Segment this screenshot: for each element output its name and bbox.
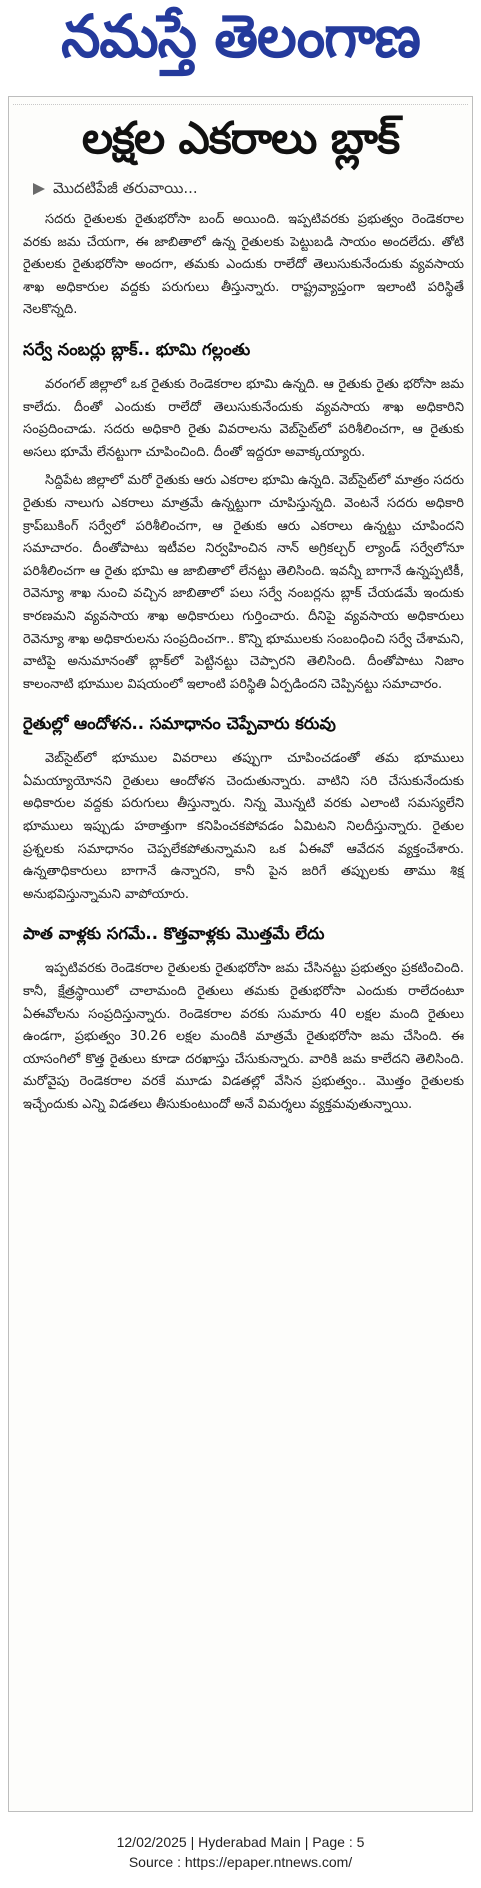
article-clipping: [8, 96, 473, 1812]
article-headline: లక్షల ఎకరాలు బ్లాక్: [81, 113, 400, 164]
section-subhead: పాత వాళ్లకు సగమే.. కొత్తవాళ్లకు మొత్తమే లేదు: [23, 924, 325, 944]
source-link[interactable]: Source : https://epaper.ntnews.com/: [128, 1854, 353, 1870]
masthead: [0, 0, 481, 88]
page-footer: [0, 1832, 481, 1872]
article-paragraph: వరంగల్ జిల్లాలో ఒక రైతుకు రెండెకరాల భూమి ఉన్నది. ఆ రైతుకు రైతు భరోసా జమ కాలేదు. దీంతో ఎందుకు రాలేదో తెలుసుకునేందుకు వ్యవసాయ శాఖ అధికారిని సంప్రదించాడు. సదరు అధికారి రైతు వివరాలను వెబ్‌సైట్‌లో పరిశీలించగా, ఆ రైతుకు అసలు భూమే లేనట్టుగా చూపించింది. దీంతో ఇద్దరూ అవాక్కయ్యారు.: [23, 376, 464, 460]
triangle-marker-icon: [33, 183, 45, 195]
continued-from-label: మొదటిపేజీ తరువాయి...: [53, 179, 198, 197]
article-body: [23, 209, 464, 1123]
section-subhead: రైతుల్లో ఆందోళన.. సమాధానం చెప్పేవారు కరువు: [23, 714, 336, 734]
article-paragraph: సదరు రైతులకు రైతుభరోసా బంద్ అయింది. ఇప్పటివరకు ప్రభుత్వం రెండెకరాల వరకు జమ చేయగా, ఈ జాబితాలో ఉన్న రైతులకు పెట్టుబడి సాయం అందలేదు. తోటి రైతులకు రైతుభరోసా అందగా, తమకు ఎందుకు రాలేదో తెలుసుకునేందుకు వ్యవసాయ శాఖ అధికారుల వద్దకు పరుగులు తీస్తున్నారు. రాష్ట్రవ్యాప్తంగా ఇలాంటి పరిస్థితే నెలకొన్నది.: [23, 212, 464, 318]
article-paragraph: ఇప్పటివరకు రెండెకరాల రైతులకు రైతుభరోసా జమ చేసినట్టు ప్రభుత్వం ప్రకటించింది. కానీ, క్షేత్రస్థాయిలో చాలామంది రైతులు తమకు రైతుభరోసా ఎందుకు రాలేదంటూ ఏఈవోలను సంప్రదిస్తున్నారు. రెండెకరాల వరకు సుమారు 40 లక్షల మంది రైతులు ఉండగా, ప్రభుత్వం 30.26 లక్షల మందికి మాత్రమే రైతుభరోసా జమ చేసింది. ఈ యాసంగిలో కొత్త రైతులు కూడా దరఖాస్తు చేసుకున్నారు. వారికి జమ కాలేదని తెలిసింది. మరోవైపు రెండెకరాల వరకే మూడు విడతల్లో వేసిన ప్రభుత్వం.. మొత్తం రైతులకు ఇచ్చేందుకు ఎన్ని విడతలు తీసుకుంటుందో అనే విమర్శలు వ్యక్తమవుతున్నాయి.: [23, 961, 464, 1112]
newspaper-logo: నమస్తే తెలంగాణ: [61, 2, 420, 71]
article-paragraph: వెబ్‌సైట్‌లో భూముల వివరాలు తప్పుగా చూపించడంతో తమ భూములు ఏమయ్యాయోనని రైతులు ఆందోళన చెందుతున్నారు. వాటిని సరి చేసుకునేందుకు అధికారుల వద్దకు పరుగులు తీస్తున్నారు. నిన్న మొన్నటి వరకు ఎలాంటి సమస్యలేని భూములు ఇప్పుడు హఠాత్తుగా కనిపించకపోవడం ఏమిటని నిలదీస్తున్నారు. రైతుల ప్రశ్నలకు సమాధానం చెప్పలేకపోతున్నామని ఒక ఏఈవో ఆవేదన వ్యక్తంచేశారు. ఉన్నతాధికారులు బాగానే ఉన్నారని, కానీ పైన జరిగే తప్పులకు తాము శిక్ష అనుభవిస్తున్నామని వాపోయారు.: [23, 751, 464, 902]
edition-info: 12/02/2025 | Hyderabad Main | Page : 5: [116, 1834, 365, 1850]
section-subhead: సర్వే నంబర్లు బ్లాక్.. భూమి గల్లంతు: [23, 339, 251, 359]
clipping-cut-line: [13, 99, 468, 105]
article-paragraph: సిద్దిపేట జిల్లాలో మరో రైతుకు ఆరు ఎకరాల భూమి ఉన్నది. వెబ్‌సైట్‌లో మాత్రం సదరు రైతుకు నాలుగు ఎకరాలు మాత్రమే ఉన్నట్టుగా చూపిస్తున్నది. వెంటనే సదరు అధికారి క్రాప్‌బుకింగ్ సర్వేలో పరిశీలించగా, ఆ రైతుకు ఆరు ఎకరాలు ఉన్నట్టు చూపిందని సమాచారం. దీంతోపాటు ఇటీవల నిర్వహించిన నాన్ అగ్రికల్చర్ ల్యాండ్ సర్వేలోనూ పరిశీలించగా ఆ రైతు భూమి ఆ జాబితాలో లేనట్టు తెలిసింది. ఇవన్నీ బాగానే ఉన్నప్పటికీ, రెవెన్యూ శాఖ నుంచి వచ్చిన జాబితాలో పలు సర్వే నంబర్లను బ్లాక్ చేయడమే ఇందుకు కారణమని వ్యవసాయ శాఖ అధికారులు గుర్తించారు. దీనిపై వ్యవసాయ అధికారులు రెవెన్యూ శాఖ అధికారులను సంప్రదించగా.. కొన్ని భూములకు సంబంధించి సర్వే చేశామని, వాటిపై అనుమానంతో బ్లాక్‌లో పెట్టినట్టు చెప్పారని తెలిసింది. దీంతోపాటు నిజాం కాలంనాటి భూముల విషయంలో ఇలాంటి పరిస్థితి ఏర్పడిందని చెప్పినట్టు సమాచారం.: [23, 473, 464, 692]
